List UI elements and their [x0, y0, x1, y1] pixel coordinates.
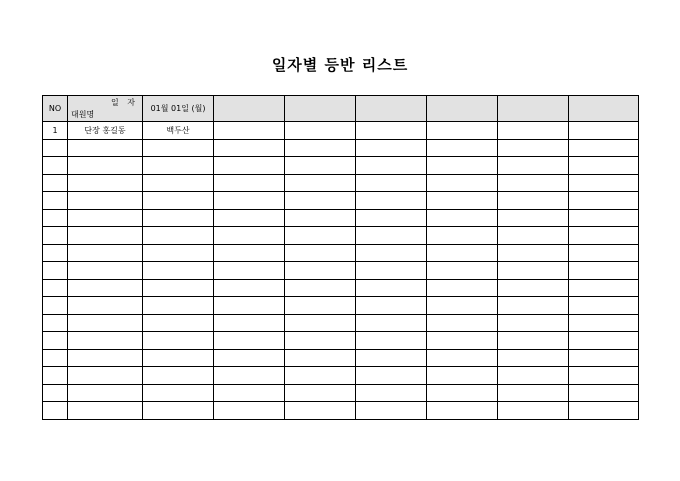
table-row	[43, 349, 639, 367]
row-date-cell	[569, 367, 639, 385]
row-date-cell	[356, 384, 427, 402]
header-date-col: 01월 01일 (월)	[143, 96, 214, 122]
row-date-cell	[427, 297, 498, 315]
row-date-cell	[285, 227, 356, 245]
row-date-cell	[285, 174, 356, 192]
row-date-cell	[569, 262, 639, 280]
row-date-cell	[569, 349, 639, 367]
table-row	[43, 402, 639, 420]
table-row	[43, 157, 639, 175]
header-date-col	[569, 96, 639, 122]
row-date-cell	[427, 227, 498, 245]
row-member-cell: 단장 홍길동	[68, 122, 143, 140]
table-row	[43, 192, 639, 210]
table-row	[43, 314, 639, 332]
row-no-cell	[43, 367, 68, 385]
row-date-cell	[569, 157, 639, 175]
row-date-cell	[498, 174, 569, 192]
row-date-cell	[427, 174, 498, 192]
row-member-cell	[68, 332, 143, 350]
row-no-cell	[43, 244, 68, 262]
row-member-cell	[68, 227, 143, 245]
row-date-cell	[498, 314, 569, 332]
row-date-cell	[285, 349, 356, 367]
row-no-cell	[43, 384, 68, 402]
row-no-cell: 1	[43, 122, 68, 140]
row-date-cell	[427, 367, 498, 385]
row-date-cell	[498, 384, 569, 402]
row-date-cell	[356, 192, 427, 210]
row-date-cell	[143, 174, 214, 192]
table-row	[43, 279, 639, 297]
row-date-cell	[427, 192, 498, 210]
row-date-cell	[143, 349, 214, 367]
row-date-cell: 백두산	[143, 122, 214, 140]
row-date-cell	[498, 139, 569, 157]
row-date-cell	[498, 279, 569, 297]
row-date-cell	[356, 209, 427, 227]
row-date-cell	[498, 157, 569, 175]
row-member-cell	[68, 314, 143, 332]
row-date-cell	[214, 349, 285, 367]
row-date-cell	[498, 367, 569, 385]
row-date-cell	[214, 314, 285, 332]
row-no-cell	[43, 332, 68, 350]
header-date-col	[498, 96, 569, 122]
row-date-cell	[214, 244, 285, 262]
row-date-cell	[498, 244, 569, 262]
row-no-cell	[43, 174, 68, 192]
row-date-cell	[427, 384, 498, 402]
header-date-label: 일 자	[111, 98, 138, 107]
table-row	[43, 209, 639, 227]
row-date-cell	[214, 157, 285, 175]
table-row	[43, 367, 639, 385]
row-date-cell	[356, 157, 427, 175]
row-date-cell	[214, 332, 285, 350]
row-date-cell	[285, 297, 356, 315]
row-date-cell	[214, 262, 285, 280]
header-member-label: 대원명	[71, 110, 95, 119]
row-member-cell	[68, 209, 143, 227]
row-date-cell	[569, 139, 639, 157]
row-no-cell	[43, 349, 68, 367]
table-row	[43, 139, 639, 157]
row-date-cell	[569, 192, 639, 210]
row-date-cell	[356, 314, 427, 332]
row-date-cell	[356, 262, 427, 280]
row-member-cell	[68, 279, 143, 297]
row-date-cell	[498, 402, 569, 420]
row-no-cell	[43, 297, 68, 315]
row-date-cell	[356, 332, 427, 350]
row-date-cell	[356, 367, 427, 385]
header-date-col	[214, 96, 285, 122]
row-date-cell	[143, 384, 214, 402]
row-date-cell	[569, 244, 639, 262]
row-date-cell	[427, 314, 498, 332]
row-date-cell	[285, 384, 356, 402]
row-date-cell	[569, 332, 639, 350]
row-date-cell	[285, 314, 356, 332]
header-date-col	[427, 96, 498, 122]
row-date-cell	[143, 244, 214, 262]
table-row	[43, 174, 639, 192]
row-date-cell	[143, 192, 214, 210]
row-member-cell	[68, 192, 143, 210]
row-date-cell	[285, 157, 356, 175]
row-no-cell	[43, 227, 68, 245]
row-date-cell	[214, 367, 285, 385]
row-date-cell	[356, 297, 427, 315]
row-date-cell	[569, 314, 639, 332]
row-member-cell	[68, 367, 143, 385]
row-date-cell	[285, 139, 356, 157]
row-date-cell	[498, 192, 569, 210]
row-member-cell	[68, 244, 143, 262]
row-date-cell	[214, 227, 285, 245]
row-member-cell	[68, 157, 143, 175]
row-no-cell	[43, 157, 68, 175]
row-date-cell	[214, 122, 285, 140]
row-date-cell	[214, 192, 285, 210]
row-no-cell	[43, 262, 68, 280]
row-date-cell	[143, 367, 214, 385]
table-row	[43, 332, 639, 350]
row-date-cell	[569, 209, 639, 227]
row-date-cell	[285, 192, 356, 210]
row-date-cell	[143, 402, 214, 420]
row-date-cell	[356, 402, 427, 420]
row-member-cell	[68, 402, 143, 420]
row-date-cell	[285, 367, 356, 385]
row-date-cell	[498, 332, 569, 350]
row-date-cell	[498, 297, 569, 315]
header-date-col	[356, 96, 427, 122]
row-date-cell	[569, 122, 639, 140]
row-date-cell	[569, 402, 639, 420]
header-no: NO	[43, 96, 68, 122]
row-date-cell	[143, 209, 214, 227]
row-date-cell	[214, 384, 285, 402]
page-title: 일자별 등반 리스트	[271, 56, 409, 74]
row-date-cell	[427, 332, 498, 350]
row-no-cell	[43, 402, 68, 420]
row-date-cell	[356, 279, 427, 297]
row-date-cell	[356, 227, 427, 245]
table-row	[43, 244, 639, 262]
row-date-cell	[498, 349, 569, 367]
row-date-cell	[214, 402, 285, 420]
row-no-cell	[43, 314, 68, 332]
row-date-cell	[214, 209, 285, 227]
row-no-cell	[43, 279, 68, 297]
row-no-cell	[43, 139, 68, 157]
row-date-cell	[569, 279, 639, 297]
row-date-cell	[427, 209, 498, 227]
row-date-cell	[285, 209, 356, 227]
row-date-cell	[569, 227, 639, 245]
row-date-cell	[427, 157, 498, 175]
table-row	[43, 384, 639, 402]
row-date-cell	[285, 402, 356, 420]
row-member-cell	[68, 262, 143, 280]
header-diagonal-cell	[68, 96, 143, 122]
table-row	[43, 227, 639, 245]
row-date-cell	[143, 262, 214, 280]
row-date-cell	[498, 122, 569, 140]
row-date-cell	[356, 244, 427, 262]
row-date-cell	[143, 314, 214, 332]
row-date-cell	[356, 122, 427, 140]
row-date-cell	[143, 332, 214, 350]
header-row	[43, 96, 639, 122]
row-member-cell	[68, 139, 143, 157]
row-date-cell	[285, 244, 356, 262]
row-member-cell	[68, 384, 143, 402]
header-date-col	[285, 96, 356, 122]
row-date-cell	[569, 297, 639, 315]
row-no-cell	[43, 192, 68, 210]
row-date-cell	[356, 139, 427, 157]
row-member-cell	[68, 297, 143, 315]
roster-table	[42, 95, 639, 420]
row-date-cell	[498, 209, 569, 227]
row-member-cell	[68, 174, 143, 192]
row-date-cell	[356, 349, 427, 367]
row-date-cell	[569, 384, 639, 402]
row-date-cell	[143, 297, 214, 315]
row-date-cell	[214, 297, 285, 315]
row-date-cell	[427, 139, 498, 157]
row-date-cell	[214, 279, 285, 297]
row-date-cell	[427, 402, 498, 420]
row-date-cell	[427, 262, 498, 280]
table-row	[43, 122, 639, 140]
table-row	[43, 262, 639, 280]
row-date-cell	[214, 139, 285, 157]
row-date-cell	[427, 122, 498, 140]
row-date-cell	[143, 227, 214, 245]
row-date-cell	[143, 157, 214, 175]
row-date-cell	[569, 174, 639, 192]
row-date-cell	[143, 279, 214, 297]
row-date-cell	[498, 227, 569, 245]
row-date-cell	[427, 244, 498, 262]
row-date-cell	[285, 262, 356, 280]
table-row	[43, 297, 639, 315]
row-date-cell	[285, 122, 356, 140]
row-date-cell	[427, 349, 498, 367]
row-date-cell	[143, 139, 214, 157]
row-date-cell	[285, 279, 356, 297]
row-date-cell	[214, 174, 285, 192]
row-member-cell	[68, 349, 143, 367]
row-date-cell	[285, 332, 356, 350]
row-date-cell	[356, 174, 427, 192]
row-date-cell	[427, 279, 498, 297]
row-date-cell	[498, 262, 569, 280]
row-no-cell	[43, 209, 68, 227]
